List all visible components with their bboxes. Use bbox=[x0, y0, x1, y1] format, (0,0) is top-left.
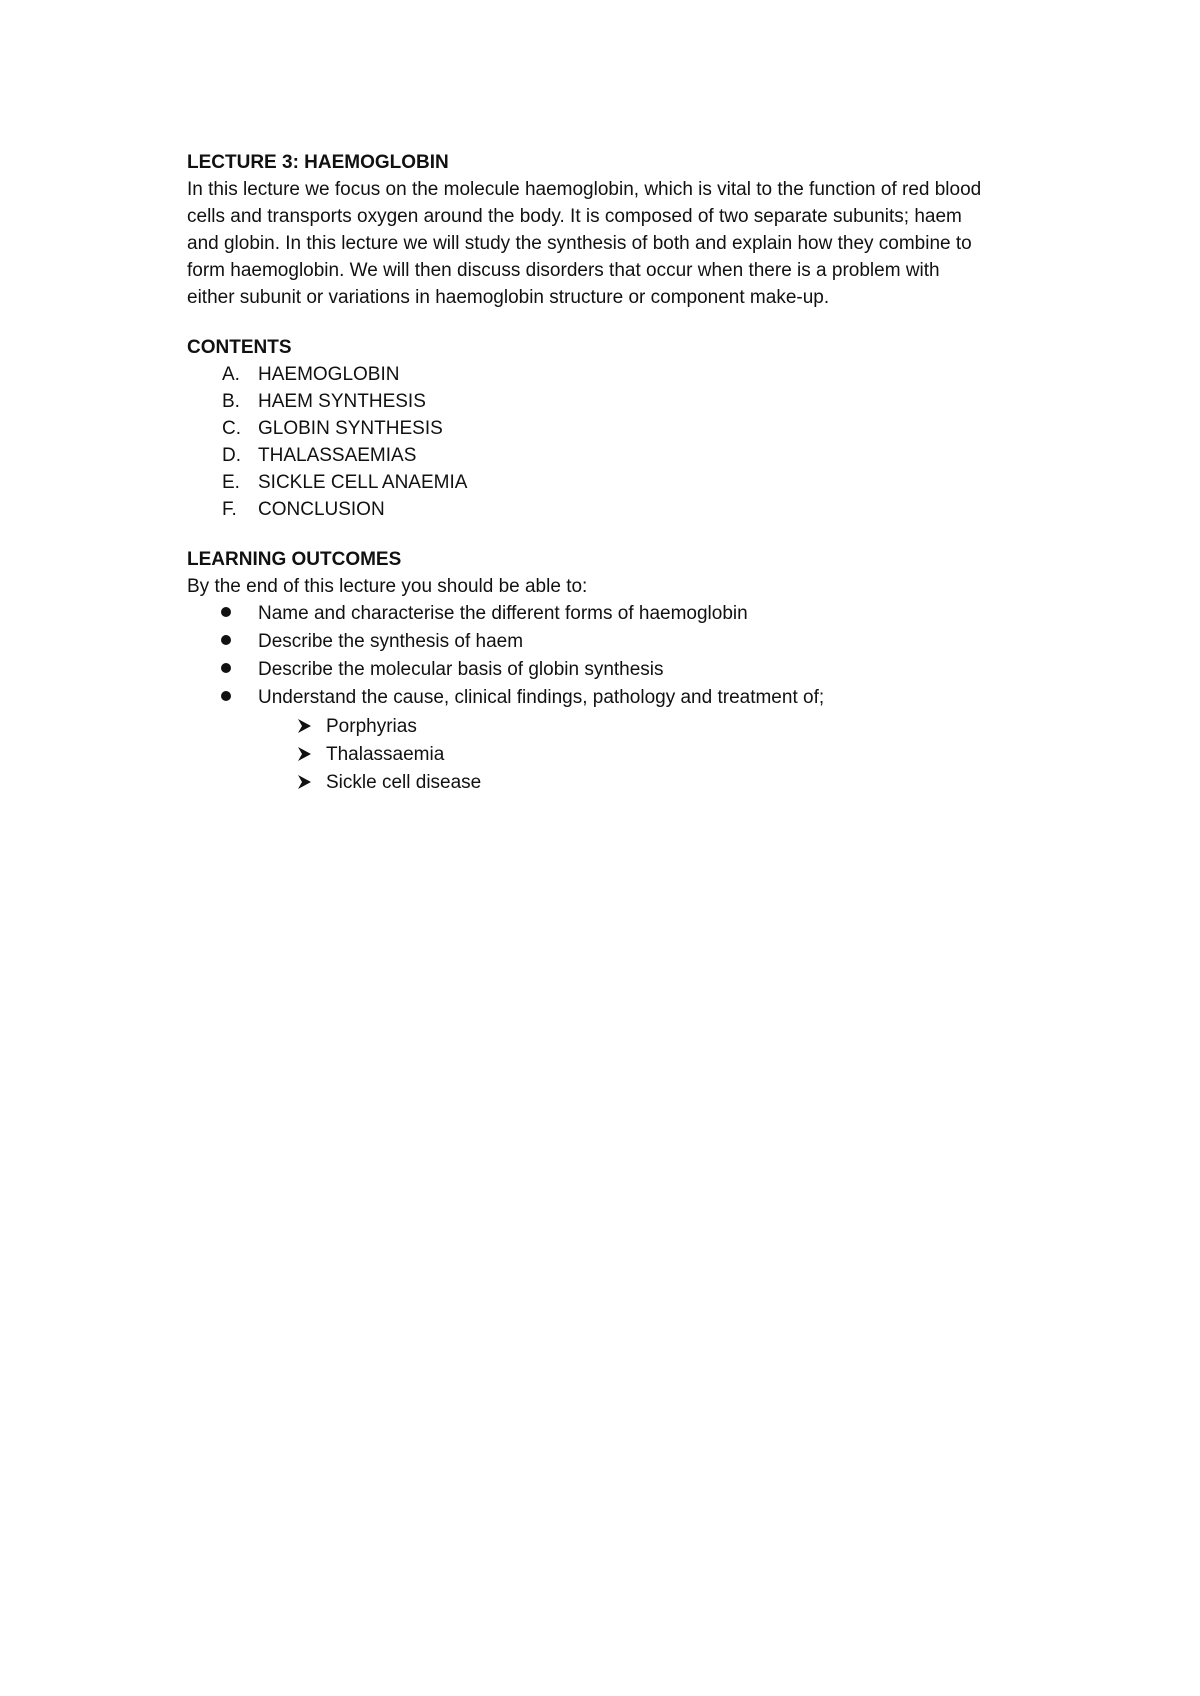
outcome-item bbox=[187, 628, 1067, 656]
outcomes-sub-list bbox=[187, 712, 1067, 796]
contents-item-label: SICKLE CELL ANAEMIA bbox=[258, 472, 468, 493]
contents-item-letter: C. bbox=[222, 418, 241, 439]
contents-item bbox=[187, 361, 1067, 388]
sub-outcome-item bbox=[187, 768, 1067, 796]
outcome-text: Name and characterise the different forms of haemoglobin bbox=[258, 603, 748, 624]
contents-item bbox=[187, 415, 1067, 442]
contents-item-letter: E. bbox=[222, 472, 240, 493]
lecture-title: LECTURE 3: HAEMOGLOBIN bbox=[187, 152, 449, 173]
spacer bbox=[187, 523, 1067, 546]
bullet-icon bbox=[221, 607, 231, 617]
sub-outcome-item bbox=[187, 740, 1067, 768]
sub-outcome-item bbox=[187, 712, 1067, 740]
outcome-text: Describe the synthesis of haem bbox=[258, 631, 524, 652]
contents-item-label: HAEM SYNTHESIS bbox=[258, 391, 426, 412]
contents-item-label: HAEMOGLOBIN bbox=[258, 364, 400, 385]
intro-line: and globin. In this lecture we will study the synthesis of both and explain how they combine to bbox=[187, 233, 972, 254]
intro-line: form haemoglobin. We will then discuss disorders that occur when there is a problem with bbox=[187, 260, 940, 281]
bullet-icon bbox=[221, 635, 231, 645]
intro-line: cells and transports oxygen around the body. It is composed of two separate subunits; haem bbox=[187, 206, 962, 227]
contents-heading: CONTENTS bbox=[187, 337, 292, 358]
outcome-text: Understand the cause, clinical findings, pathology and treatment of; bbox=[258, 687, 825, 708]
contents-item bbox=[187, 388, 1067, 415]
contents-item-letter: A. bbox=[222, 364, 240, 385]
intro-line: In this lecture we focus on the molecule haemoglobin, which is vital to the function of red blood bbox=[187, 179, 982, 200]
contents-item-letter: F. bbox=[222, 499, 237, 520]
contents-item bbox=[187, 469, 1067, 496]
sub-outcome-text: Thalassaemia bbox=[326, 743, 445, 765]
outcomes-heading: LEARNING OUTCOMES bbox=[187, 549, 402, 570]
document-body bbox=[187, 149, 1067, 796]
contents-item-label: CONCLUSION bbox=[258, 499, 385, 520]
contents-item-letter: B. bbox=[222, 391, 240, 412]
contents-item-letter: D. bbox=[222, 445, 241, 466]
contents-item-label: GLOBIN SYNTHESIS bbox=[258, 418, 443, 439]
contents-item bbox=[187, 496, 1067, 523]
spacer bbox=[187, 311, 1067, 334]
contents-list bbox=[187, 361, 1067, 523]
arrowhead-bullet-icon bbox=[296, 718, 312, 734]
intro-line: either subunit or variations in haemoglobin structure or component make-up. bbox=[187, 287, 830, 308]
outcome-text: Describe the molecular basis of globin synthesis bbox=[258, 659, 664, 680]
outcome-item bbox=[187, 684, 1067, 712]
outcomes-list bbox=[187, 600, 1067, 712]
contents-item bbox=[187, 442, 1067, 469]
bullet-icon bbox=[221, 691, 231, 701]
outcome-item bbox=[187, 656, 1067, 684]
contents-item-label: THALASSAEMIAS bbox=[258, 445, 417, 466]
arrowhead-bullet-icon bbox=[296, 774, 312, 790]
sub-outcome-text: Porphyrias bbox=[326, 715, 417, 737]
bullet-icon bbox=[221, 663, 231, 673]
arrowhead-bullet-icon bbox=[296, 746, 312, 762]
sub-outcome-text: Sickle cell disease bbox=[326, 771, 482, 793]
outcomes-lead: By the end of this lecture you should be able to: bbox=[187, 576, 588, 597]
outcome-item bbox=[187, 600, 1067, 628]
